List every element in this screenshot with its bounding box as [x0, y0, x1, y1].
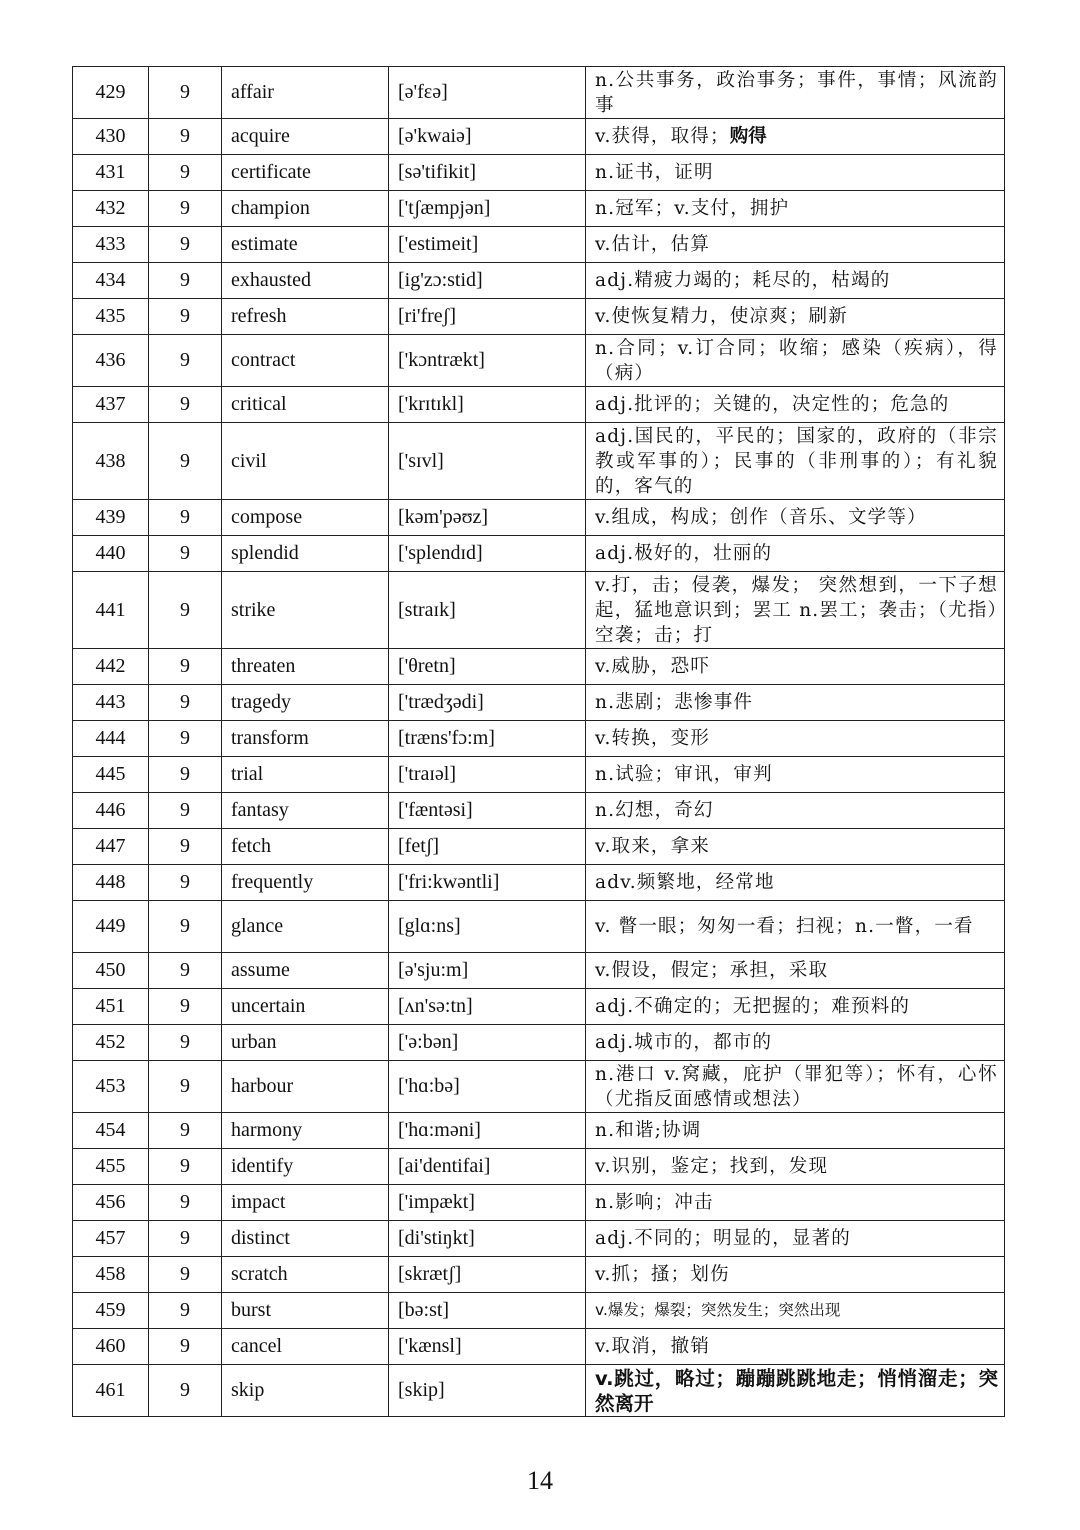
phonetic-transcription: ['trædʒədi]	[389, 685, 586, 721]
unit-number: 9	[149, 901, 222, 953]
table-row	[73, 536, 1005, 572]
meaning-text: v.获得，取得；	[595, 126, 730, 147]
english-word: compose	[222, 500, 389, 536]
chinese-meaning	[586, 572, 1005, 649]
table-row	[73, 191, 1005, 227]
entry-number: 429	[73, 67, 149, 119]
phonetic-transcription: ['kænsl]	[389, 1329, 586, 1365]
table-row	[73, 757, 1005, 793]
meaning-text: v.识别，鉴定；找到，发现	[595, 1156, 829, 1177]
english-word: refresh	[222, 299, 389, 335]
entry-number: 460	[73, 1329, 149, 1365]
table-row	[73, 1113, 1005, 1149]
chinese-meaning	[586, 191, 1005, 227]
chinese-meaning	[586, 423, 1005, 500]
meaning-text: v.使恢复精力，使凉爽；刷新	[595, 306, 848, 327]
table-row	[73, 1061, 1005, 1113]
english-word: strike	[222, 572, 389, 649]
meaning-text: v.抓；搔；划伤	[595, 1264, 730, 1285]
chinese-meaning	[586, 901, 1005, 953]
meaning-text: adj.批评的；关键的，决定性的；危急的	[595, 394, 950, 415]
phonetic-transcription: [skrætʃ]	[389, 1257, 586, 1293]
chinese-meaning	[586, 1221, 1005, 1257]
chinese-meaning	[586, 865, 1005, 901]
unit-number: 9	[149, 299, 222, 335]
phonetic-transcription: [ʌn'sə:tn]	[389, 989, 586, 1025]
meaning-text: adj.国民的，平民的；国家的，政府的（非宗教或军事的）；民事的（非刑事的）；有礼貌的，客气的	[595, 425, 998, 497]
unit-number: 9	[149, 1293, 222, 1329]
entry-number: 436	[73, 335, 149, 387]
unit-number: 9	[149, 1113, 222, 1149]
unit-number: 9	[149, 1025, 222, 1061]
phonetic-transcription: [ə'fεə]	[389, 67, 586, 119]
phonetic-transcription: ['impækt]	[389, 1185, 586, 1221]
entry-number: 454	[73, 1113, 149, 1149]
chinese-meaning	[586, 1293, 1005, 1329]
table-row	[73, 227, 1005, 263]
english-word: harbour	[222, 1061, 389, 1113]
table-row	[73, 685, 1005, 721]
table-row	[73, 721, 1005, 757]
unit-number: 9	[149, 721, 222, 757]
table-row	[73, 793, 1005, 829]
english-word: tragedy	[222, 685, 389, 721]
meaning-text: v.组成，构成；创作（音乐、文学等）	[595, 507, 927, 528]
phonetic-transcription: ['fri:kwəntli]	[389, 865, 586, 901]
english-word: certificate	[222, 155, 389, 191]
meaning-text: v.转换，变形	[595, 728, 711, 749]
meaning-text: v.估计，估算	[595, 234, 711, 255]
meaning-text: v.威胁，恐吓	[595, 656, 711, 677]
phonetic-transcription: ['hɑ:bə]	[389, 1061, 586, 1113]
meaning-text: v.取消，撤销	[595, 1336, 711, 1357]
table-row	[73, 649, 1005, 685]
entry-number: 432	[73, 191, 149, 227]
english-word: transform	[222, 721, 389, 757]
table-row	[73, 155, 1005, 191]
table-row	[73, 953, 1005, 989]
phonetic-transcription: [di'stiŋkt]	[389, 1221, 586, 1257]
meaning-text: adj.城市的，都市的	[595, 1032, 773, 1053]
entry-number: 452	[73, 1025, 149, 1061]
meaning-text: n.合同；v.订合同；收缩；感染（疾病），得（病）	[595, 337, 998, 384]
english-word: trial	[222, 757, 389, 793]
table-row	[73, 572, 1005, 649]
entry-number: 451	[73, 989, 149, 1025]
entry-number: 440	[73, 536, 149, 572]
entry-number: 443	[73, 685, 149, 721]
unit-number: 9	[149, 865, 222, 901]
chinese-meaning	[586, 1185, 1005, 1221]
table-row	[73, 1293, 1005, 1329]
english-word: splendid	[222, 536, 389, 572]
english-word: distinct	[222, 1221, 389, 1257]
table-row	[73, 500, 1005, 536]
entry-number: 455	[73, 1149, 149, 1185]
meaning-text: n.港口 v.窝藏，庇护（罪犯等）；怀有，心怀（尤指反面感情或想法）	[595, 1063, 998, 1110]
unit-number: 9	[149, 829, 222, 865]
meaning-text: n.冠军；v.支付，拥护	[595, 198, 790, 219]
phonetic-transcription: ['hɑ:məni]	[389, 1113, 586, 1149]
phonetic-transcription: [glɑ:ns]	[389, 901, 586, 953]
unit-number: 9	[149, 335, 222, 387]
english-word: critical	[222, 387, 389, 423]
chinese-meaning	[586, 299, 1005, 335]
table-row	[73, 989, 1005, 1025]
phonetic-transcription: ['krɪtɪkl]	[389, 387, 586, 423]
unit-number: 9	[149, 1149, 222, 1185]
meaning-text: adv.频繁地，经常地	[595, 872, 775, 893]
chinese-meaning	[586, 155, 1005, 191]
table-row	[73, 119, 1005, 155]
unit-number: 9	[149, 423, 222, 500]
entry-number: 453	[73, 1061, 149, 1113]
meaning-text: v. 瞥一眼；匆匆一看；扫视；n.一瞥，一看	[595, 916, 974, 937]
english-word: fantasy	[222, 793, 389, 829]
phonetic-transcription: [bə:st]	[389, 1293, 586, 1329]
entry-number: 450	[73, 953, 149, 989]
unit-number: 9	[149, 572, 222, 649]
chinese-meaning	[586, 227, 1005, 263]
chinese-meaning	[586, 1061, 1005, 1113]
phonetic-transcription: [ə'sju:m]	[389, 953, 586, 989]
phonetic-transcription: [træns'fɔ:m]	[389, 721, 586, 757]
phonetic-transcription: [ri'freʃ]	[389, 299, 586, 335]
chinese-meaning	[586, 1257, 1005, 1293]
chinese-meaning	[586, 953, 1005, 989]
phonetic-transcription: [sə'tifikit]	[389, 155, 586, 191]
page-number: 14	[527, 1466, 553, 1495]
phonetic-transcription: [ə'kwaiə]	[389, 119, 586, 155]
unit-number: 9	[149, 67, 222, 119]
unit-number: 9	[149, 155, 222, 191]
unit-number: 9	[149, 989, 222, 1025]
unit-number: 9	[149, 649, 222, 685]
chinese-meaning	[586, 989, 1005, 1025]
chinese-meaning	[586, 1149, 1005, 1185]
phonetic-transcription: ['ə:bən]	[389, 1025, 586, 1061]
english-word: champion	[222, 191, 389, 227]
unit-number: 9	[149, 757, 222, 793]
entry-number: 449	[73, 901, 149, 953]
meaning-text: adj.不确定的；无把握的；难预料的	[595, 996, 911, 1017]
english-word: contract	[222, 335, 389, 387]
table-row	[73, 1149, 1005, 1185]
table-row	[73, 901, 1005, 953]
phonetic-transcription: [straɪk]	[389, 572, 586, 649]
table-row	[73, 263, 1005, 299]
entry-number: 439	[73, 500, 149, 536]
entry-number: 431	[73, 155, 149, 191]
english-word: glance	[222, 901, 389, 953]
chinese-meaning	[586, 721, 1005, 757]
english-word: threaten	[222, 649, 389, 685]
english-word: uncertain	[222, 989, 389, 1025]
entry-number: 437	[73, 387, 149, 423]
entry-number: 430	[73, 119, 149, 155]
table-row	[73, 1025, 1005, 1061]
meaning-text: n.幻想，奇幻	[595, 800, 714, 821]
entry-number: 441	[73, 572, 149, 649]
chinese-meaning	[586, 793, 1005, 829]
english-word: fetch	[222, 829, 389, 865]
phonetic-transcription: ['kɔntrækt]	[389, 335, 586, 387]
english-word: cancel	[222, 1329, 389, 1365]
unit-number: 9	[149, 1185, 222, 1221]
chinese-meaning	[586, 1365, 1005, 1417]
phonetic-transcription: [skip]	[389, 1365, 586, 1417]
chinese-meaning	[586, 757, 1005, 793]
chinese-meaning	[586, 500, 1005, 536]
unit-number: 9	[149, 191, 222, 227]
table-row	[73, 335, 1005, 387]
unit-number: 9	[149, 1061, 222, 1113]
english-word: burst	[222, 1293, 389, 1329]
unit-number: 9	[149, 1329, 222, 1365]
english-word: assume	[222, 953, 389, 989]
entry-number: 459	[73, 1293, 149, 1329]
table-row	[73, 1365, 1005, 1417]
meaning-text: v.跳过，略过；蹦蹦跳跳地走；悄悄溜走；突然离开	[595, 1366, 998, 1415]
chinese-meaning	[586, 1113, 1005, 1149]
phonetic-transcription: ['splendɪd]	[389, 536, 586, 572]
entry-number: 442	[73, 649, 149, 685]
chinese-meaning	[586, 263, 1005, 299]
phonetic-transcription: ['fæntəsi]	[389, 793, 586, 829]
entry-number: 434	[73, 263, 149, 299]
entry-number: 446	[73, 793, 149, 829]
unit-number: 9	[149, 119, 222, 155]
meaning-text: n.悲剧；悲惨事件	[595, 692, 754, 713]
english-word: impact	[222, 1185, 389, 1221]
phonetic-transcription: ['estimeit]	[389, 227, 586, 263]
phonetic-transcription: ['tʃæmpjən]	[389, 191, 586, 227]
entry-number: 445	[73, 757, 149, 793]
meaning-text: adj.精疲力竭的；耗尽的，枯竭的	[595, 270, 891, 291]
english-word: identify	[222, 1149, 389, 1185]
meaning-text: adj.不同的；明显的，显著的	[595, 1228, 851, 1249]
chinese-meaning	[586, 685, 1005, 721]
english-word: scratch	[222, 1257, 389, 1293]
entry-number: 457	[73, 1221, 149, 1257]
unit-number: 9	[149, 1257, 222, 1293]
meaning-text: n.影响；冲击	[595, 1192, 714, 1213]
unit-number: 9	[149, 500, 222, 536]
chinese-meaning	[586, 335, 1005, 387]
chinese-meaning	[586, 67, 1005, 119]
unit-number: 9	[149, 536, 222, 572]
meaning-text: v.假设，假定；承担，采取	[595, 960, 829, 981]
chinese-meaning	[586, 119, 1005, 155]
meaning-text: adj.极好的，壮丽的	[595, 543, 773, 564]
english-word: affair	[222, 67, 389, 119]
chinese-meaning	[586, 536, 1005, 572]
unit-number: 9	[149, 1221, 222, 1257]
chinese-meaning	[586, 1329, 1005, 1365]
meaning-text: v.打，击；侵袭，爆发； 突然想到，一下子想起，猛地意识到；罢工 n.罢工；袭击；（尤指）空袭；击；打	[595, 574, 998, 646]
meaning-text: n.和谐;协调	[595, 1120, 702, 1141]
table-row	[73, 865, 1005, 901]
phonetic-transcription: ['sɪvl]	[389, 423, 586, 500]
table-row	[73, 1185, 1005, 1221]
english-word: frequently	[222, 865, 389, 901]
entry-number: 461	[73, 1365, 149, 1417]
table-row	[73, 299, 1005, 335]
english-word: skip	[222, 1365, 389, 1417]
chinese-meaning	[586, 387, 1005, 423]
unit-number: 9	[149, 263, 222, 299]
phonetic-transcription: ['traɪəl]	[389, 757, 586, 793]
entry-number: 456	[73, 1185, 149, 1221]
phonetic-transcription: [fetʃ]	[389, 829, 586, 865]
entry-number: 435	[73, 299, 149, 335]
table-row	[73, 423, 1005, 500]
table-row	[73, 1329, 1005, 1365]
unit-number: 9	[149, 1365, 222, 1417]
entry-number: 433	[73, 227, 149, 263]
meaning-text: v.爆发；爆裂；突然发生；突然出现	[595, 1301, 841, 1319]
entry-number: 447	[73, 829, 149, 865]
english-word: civil	[222, 423, 389, 500]
phonetic-transcription: [ig'zɔ:stid]	[389, 263, 586, 299]
table-row	[73, 67, 1005, 119]
vocabulary-table	[72, 66, 1005, 1417]
chinese-meaning	[586, 1025, 1005, 1061]
english-word: urban	[222, 1025, 389, 1061]
meaning-text: n.证书，证明	[595, 162, 714, 183]
english-word: exhausted	[222, 263, 389, 299]
table-row	[73, 1221, 1005, 1257]
phonetic-transcription: [ai'dentifai]	[389, 1149, 586, 1185]
english-word: harmony	[222, 1113, 389, 1149]
meaning-text: n.公共事务，政治事务；事件，事情；风流韵事	[595, 69, 998, 116]
unit-number: 9	[149, 685, 222, 721]
unit-number: 9	[149, 387, 222, 423]
table-row	[73, 1257, 1005, 1293]
chinese-meaning	[586, 829, 1005, 865]
entry-number: 458	[73, 1257, 149, 1293]
english-word: acquire	[222, 119, 389, 155]
meaning-text: v.取来，拿来	[595, 836, 711, 857]
entry-number: 438	[73, 423, 149, 500]
meaning-emphasis: 购得	[729, 126, 767, 147]
unit-number: 9	[149, 793, 222, 829]
phonetic-transcription: ['θretn]	[389, 649, 586, 685]
entry-number: 448	[73, 865, 149, 901]
unit-number: 9	[149, 227, 222, 263]
meaning-text: n.试验；审讯，审判	[595, 764, 773, 785]
unit-number: 9	[149, 953, 222, 989]
english-word: estimate	[222, 227, 389, 263]
chinese-meaning	[586, 649, 1005, 685]
table-row	[73, 387, 1005, 423]
entry-number: 444	[73, 721, 149, 757]
phonetic-transcription: [kəm'pəʊz]	[389, 500, 586, 536]
table-row	[73, 829, 1005, 865]
